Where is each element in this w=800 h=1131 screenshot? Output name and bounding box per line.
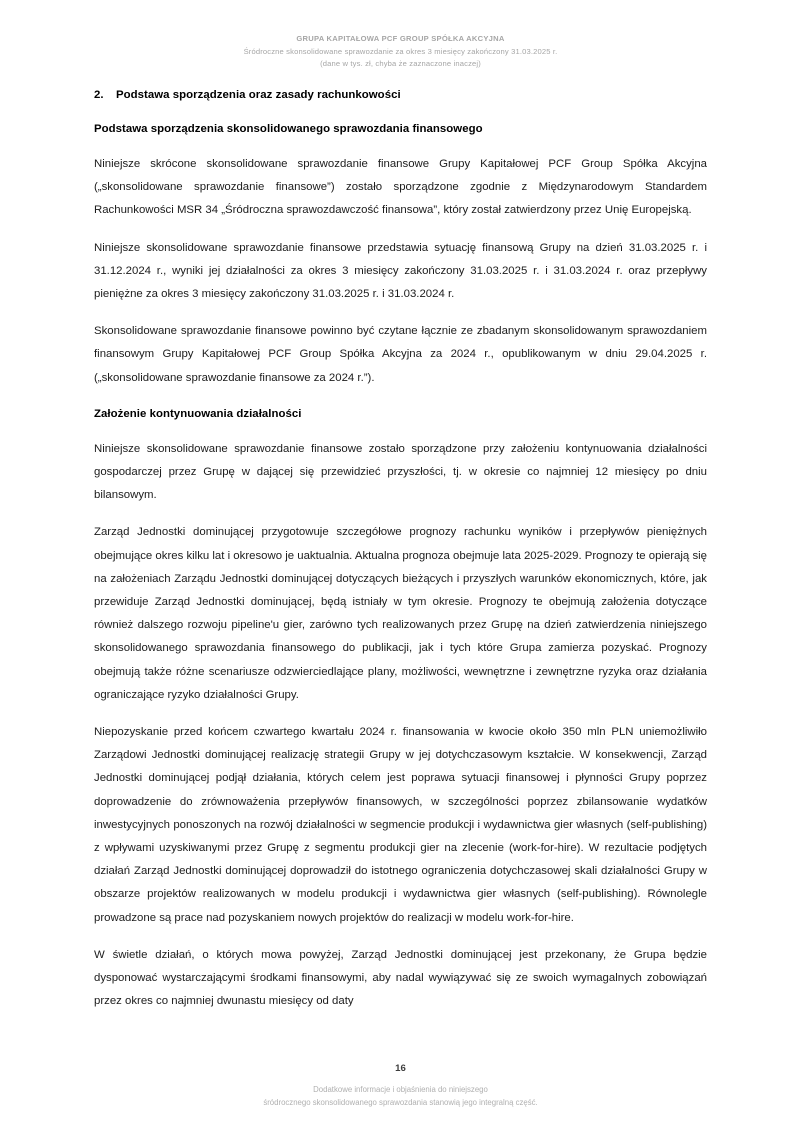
paragraph-5: Zarząd Jednostki dominującej przygotowuje szczegółowe prognozy rachunku wyników i przepływów pieniężnych obejmujące okres kilku lat i okresowo je uaktualnia. Aktualna prognoza obejmuje lata 2025-2029. Prognozy te opierają się na założeniach Zarządu Jednostki dominującej dotyczących bieżących i przyszłych warunków ekonomicznych, które, jak przewiduje Zarząd Jednostki dominującej, będą istniały w tym okresie. Prognozy te obejmują założenia dotyczące również dalszego rozwoju pipeline'u gier, zarówno tych realizowanych przez Grupę na dzień zatwierdzenia niniejszego skonsolidowanego sprawozdania finansowego do publikacji, jak i tych które Grupa zamierza pozyskać. Prognozy obejmują także różne scenariusze odzwierciedlające plany, możliwości, wewnętrzne i zewnętrzne ryzyka oraz działania ograniczające ryzyko działalności Grupy. [94,526,707,701]
paragraph-2: Niniejsze skonsolidowane sprawozdanie finansowe przedstawia sytuację finansową Grupy na dzień 31.03.2025 r. i 31.12.2024 r., wyniki jej działalności za okres 3 miesięcy zakończony 31.03.2025 r. i 31.03.2024 r. oraz przepływy pieniężne za okres 3 miesięcy zakończony 31.03.2025 r. i 31.03.2024 r. [94,241,707,301]
paragraph-7: W świetle działań, o których mowa powyżej, Zarząd Jednostki dominującej jest przekonany, że Grupa będzie dysponować wystarczającymi środkami finansowymi, aby nadal wywiązywać się ze swoich wymagalnych zobowiązań przez okres co najmniej dwunastu miesięcy od daty [94,948,707,1008]
header-units-note: (dane w tys. zł, chyba że zaznaczone inaczej) [320,59,481,69]
subheading-going-concern: Założenie kontynuowania działalności [94,407,302,420]
paragraph-6: Niepozyskanie przed końcem czwartego kwartału 2024 r. finansowania w kwocie około 350 mln PLN uniemożliwiło Zarządowi Jednostki dominującej realizację strategii Grupy w jej dotychczasowym kształcie. W konsekwencji, Zarząd Jednostki dominującej podjął działania, których celem jest poprawa sytuacji finansowej i płynności Grupy poprzez doprowadzenie do zrównoważenia przepływów finansowych, w szczególności poprzez zbilansowanie wydatków inwestycyjnych ponoszonych na rozwój działalności w segmencie produkcji i wydawnictwa gier własnych (self-publishing) z wpływami uzyskiwanymi przez Grupę z segmentu produkcji gier na zlecenie (work-for-hire). W rezultacie podjętych działań Zarząd Jednostki dominującej doprowadził do istotnego ograniczenia dotychczasowej skali działalności Grupy w obszarze projektów realizowanych w modelu produkcji i wydawnictwa gier własnych (self-publishing). Równolegle prowadzone są prace nad pozyskaniem nowych projektów do realizacji w modelu work-for-hire. [94,726,707,924]
section-number: 2. [94,89,104,101]
document-body [94,86,707,1014]
page-header [94,33,707,71]
paragraph-3: Skonsolidowane sprawozdanie finansowe powinno być czytane łącznie ze zbadanym skonsolidowanym sprawozdaniem finansowym Grupy Kapitałowej PCF Group Spółka Akcyjna za 2024 r., opublikowanym w dniu 29.04.2025 r. („skonsolidowane sprawozdanie finansowe za 2024 r.”). [94,325,707,384]
section-title: Podstawa sporządzenia oraz zasady rachunkowości [116,89,401,101]
header-company-name: GRUPA KAPITAŁOWA PCF GROUP SPÓŁKA AKCYJNA [296,34,505,43]
paragraph-1: Niniejsze skrócone skonsolidowane sprawozdanie finansowe Grupy Kapitałowej PCF Group Spółka Akcyjna („skonsolidowane sprawozdanie finansowe”) zostało sporządzone zgodnie z Międzynarodowym Standardem Rachunkowości MSR 34 „Śródroczna sprawozdawczość finansowa”, który został zatwierdzony przez Unię Europejską. [94,158,707,217]
footer-note-line-1: Dodatkowe informacje i objaśnienia do niniejszego [313,1085,488,1094]
footer-note [94,1084,707,1109]
header-report-period: Śródroczne skonsolidowane sprawozdanie za okres 3 miesięcy zakończony 31.03.2025 r. [243,46,558,56]
page-number: 16 [395,1063,406,1074]
subheading-basis-of-preparation: Podstawa sporządzenia skonsolidowanego sprawozdania finansowego [94,123,483,135]
footer-note-line-2: śródrocznego skonsolidowanego sprawozdania stanowią jego integralną część. [263,1097,538,1107]
paragraph-4: Niniejsze skonsolidowane sprawozdanie finansowe zostało sporządzone przy założeniu kontynuowania działalności gospodarczej przez Grupę w dającej się przewidzieć przyszłości, tj. w okresie co najmniej 12 miesięcy po dniu bilansowym. [94,442,707,502]
section-heading [94,86,707,105]
